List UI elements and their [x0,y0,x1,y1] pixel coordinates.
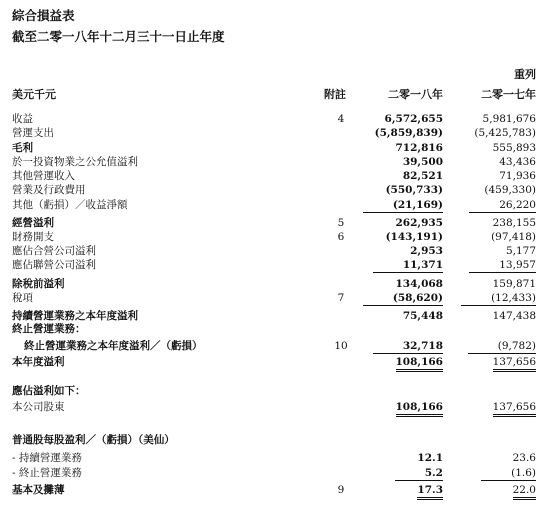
row-note: 5 [337,217,345,229]
row-label: 經營溢利 [12,217,54,229]
value-2017: (459,330) [484,184,536,196]
value-2017: 159,871 [492,278,536,290]
restated-label: 重列 [514,68,536,81]
table-row [0,155,550,169]
table-row [0,433,550,447]
row-label: 應佔合營公司溢利 [12,245,96,257]
value-2017: 23.6 [512,452,536,464]
value-2017: 5,981,676 [482,113,536,125]
value-2018: (550,733) [385,184,443,196]
table-row [0,384,550,398]
value-2017: 555,893 [492,142,536,154]
row-label: 營業及行政費用 [12,184,86,196]
row-label: 終止營運業務之本年度溢利／（虧損） [24,340,203,352]
table-row [0,112,550,126]
row-note: 10 [334,340,348,352]
note-column-header: 附註 [324,88,346,101]
value-2018: 108,166 [396,355,444,372]
row-label: 持續營運業務之本年度溢利 [12,310,138,322]
table-row [0,400,550,414]
value-2017: 137,656 [493,355,536,372]
value-2018: (58,620) [363,291,443,306]
value-2017: 26,220 [469,198,536,213]
table-row [0,216,550,230]
table-row [0,258,550,272]
value-2017: 137,656 [493,400,536,417]
value-2017: 5,177 [505,245,536,257]
row-label: 毛利 [12,142,33,154]
value-2018: (21,169) [363,198,443,213]
value-2018: 712,816 [395,142,443,154]
table-row [0,322,550,336]
row-note: 9 [337,484,345,496]
value-2018: (5,859,839) [374,127,443,139]
row-label: 除稅前溢利 [12,278,65,290]
row-label: 基本及攤薄 [12,484,65,496]
table-row [0,355,550,369]
value-2017: 147,438 [492,310,536,322]
row-label: 應佔溢利如下： [12,385,86,397]
value-2018: 11,371 [373,258,443,273]
value-2018: 134,068 [395,278,443,290]
row-label: 終止營運業務： [12,323,86,335]
table-row [0,339,550,353]
value-2018: 75,448 [402,310,443,322]
table-row [0,141,550,155]
row-label: 其他營運收入 [12,170,75,182]
table-row [0,451,550,465]
row-label: 營運支出 [12,127,54,139]
statement-period: 截至二零一八年十二月三十一日止年度 [12,29,225,44]
value-2017: (9,782) [468,339,536,354]
value-2018: 82,521 [402,170,443,182]
year-2017-column-header: 二零一七年 [481,88,536,101]
table-row [0,483,550,497]
value-2017: (97,418) [491,231,536,243]
value-2018: 2,953 [410,245,443,257]
value-2018: (143,191) [385,231,443,243]
unit-label: 美元千元 [12,88,56,101]
row-label: 收益 [12,113,33,125]
value-2017: 22.0 [513,483,536,500]
value-2018: 5.2 [395,466,443,481]
row-label: 稅項 [12,292,33,304]
value-2018: 12.1 [417,452,443,464]
row-label: 本年度溢利 [12,356,65,368]
row-label: 本公司股東 [12,401,65,413]
value-2018: 17.3 [417,483,443,500]
table-row [0,126,550,140]
value-2018: 6,572,655 [384,113,443,125]
row-note: 6 [337,231,345,243]
value-2017: 43,436 [499,156,536,168]
row-label: - 終止營運業務 [12,467,82,479]
table-row [0,244,550,258]
row-label: 應佔聯營公司溢利 [12,259,96,271]
table-row [0,466,550,480]
row-label: 其他（虧損）／收益淨額 [12,199,128,211]
table-row [0,309,550,323]
table-row [0,183,550,197]
row-label: 財務開支 [12,231,54,243]
row-label: 於一投資物業之公允值溢利 [12,156,138,168]
value-2017: (1.6) [481,466,536,481]
value-2017: 13,957 [469,258,536,273]
table-row [0,230,550,244]
value-2017: (12,433) [461,291,536,306]
row-label: - 持續營運業務 [12,452,82,464]
value-2018: 39,500 [402,156,443,168]
value-2018: 262,935 [395,217,443,229]
table-row [0,198,550,212]
table-row [0,169,550,183]
value-2017: 238,155 [492,217,536,229]
table-row [0,291,550,305]
statement-title: 綜合損益表 [12,8,75,23]
value-2018: 108,166 [396,400,444,417]
value-2017: (5,425,783) [474,127,536,139]
row-note: 4 [337,113,345,125]
value-2018: 32,718 [373,339,443,354]
row-label: 普通股每股盈利／（虧損）（美仙） [12,434,175,446]
value-2017: 71,936 [499,170,536,182]
row-note: 7 [337,292,345,304]
year-2018-column-header: 二零一八年 [388,88,443,101]
table-row [0,277,550,291]
